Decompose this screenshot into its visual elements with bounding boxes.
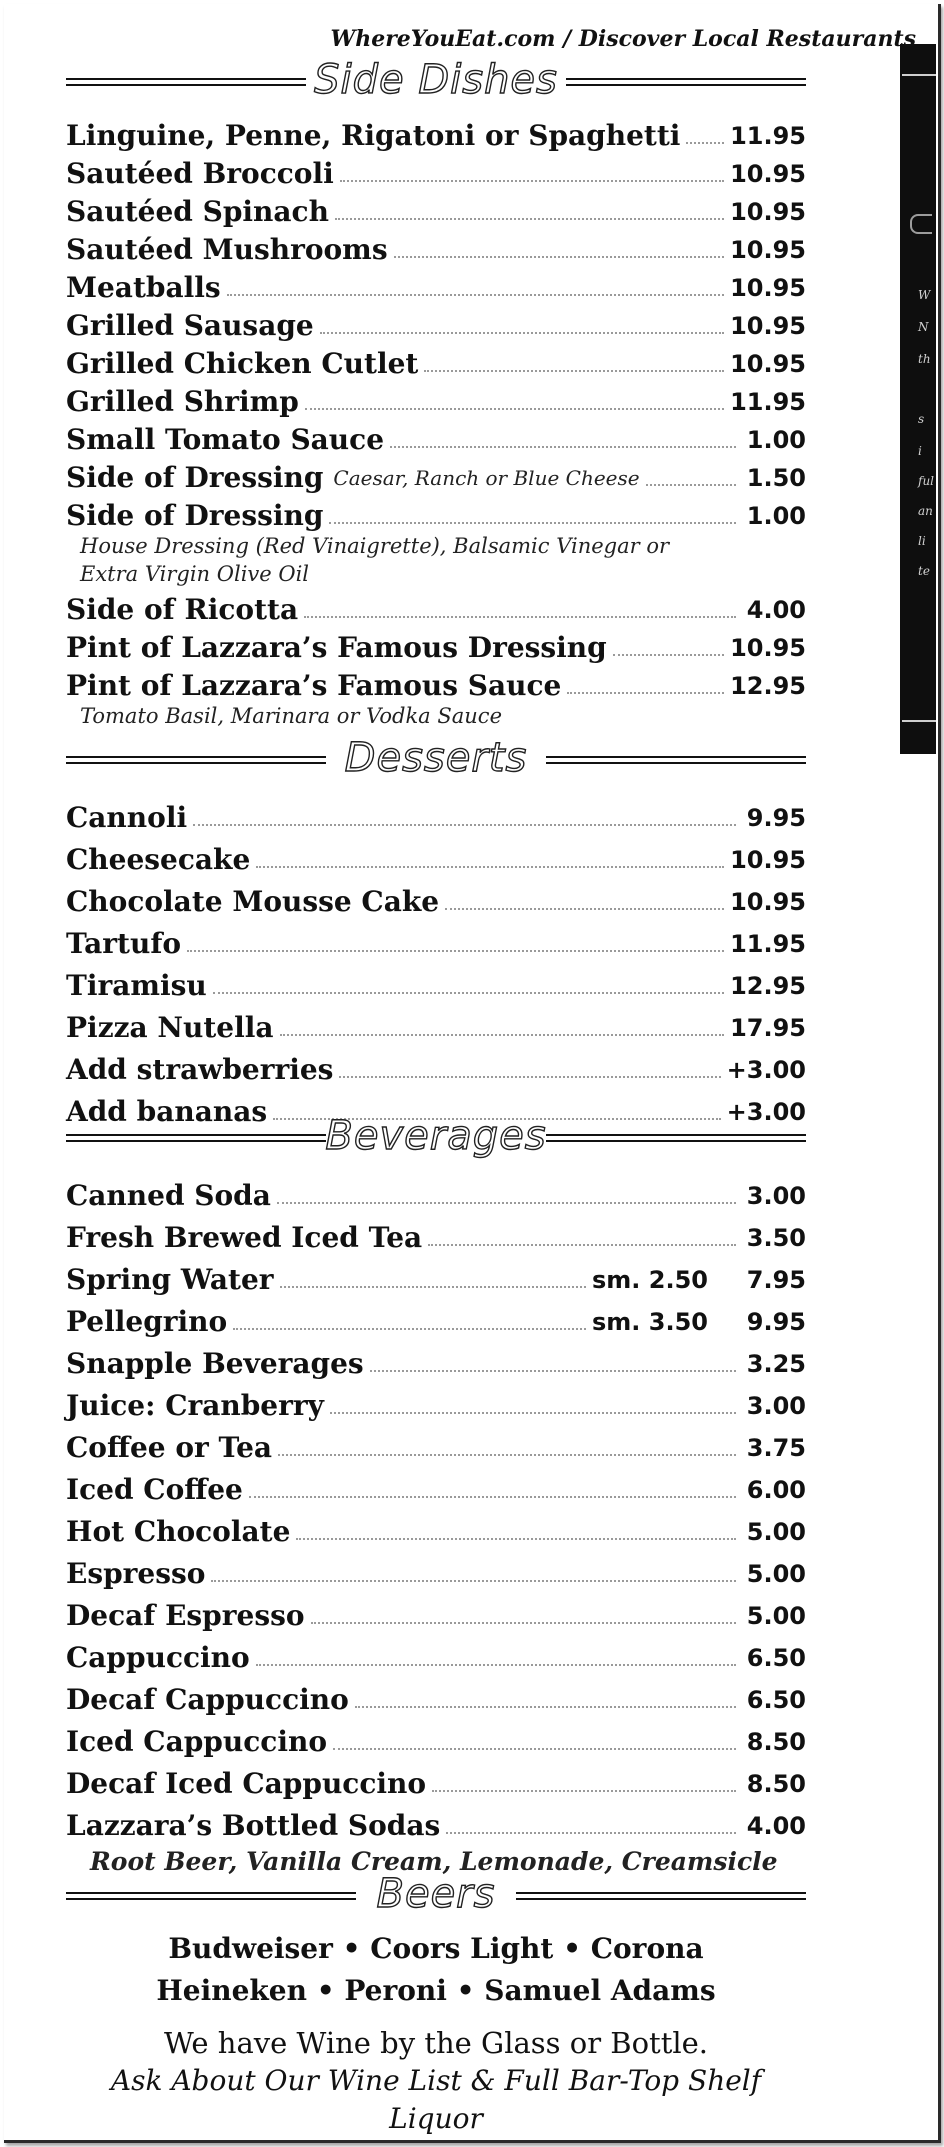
item-price: 11.95 — [730, 122, 806, 150]
item-name: Side of Dressing — [66, 461, 324, 494]
side-dishes-section — [66, 56, 806, 730]
dot-leader — [394, 256, 725, 258]
item-note: Root Beer, Vanilla Cream, Lemonade, Creamsicle — [90, 1847, 778, 1876]
dot-leader — [311, 1622, 736, 1624]
small-size-price: sm. 2.50 — [592, 1266, 708, 1294]
item-name: Coffee or Tea — [66, 1431, 273, 1464]
item-price: 11.95 — [730, 930, 806, 958]
dot-leader — [320, 332, 724, 334]
item-price: 10.95 — [730, 312, 806, 340]
menu-item — [66, 1506, 806, 1548]
item-name: Iced Coffee — [66, 1473, 243, 1506]
section-title: Beverages — [325, 1113, 547, 1159]
menu-item — [66, 1380, 806, 1422]
dot-leader — [686, 142, 724, 144]
dot-leader — [277, 1202, 736, 1204]
item-name: Tartufo — [66, 927, 182, 960]
adjacent-page-panel — [900, 44, 936, 754]
beverages-section — [66, 1112, 806, 1882]
item-price: 9.95 — [746, 1308, 806, 1336]
panel-text: N — [918, 320, 929, 334]
item-name: Grilled Sausage — [66, 309, 314, 342]
menu-item — [66, 834, 806, 876]
item-note: Extra Virgin Olive Oil — [80, 562, 310, 586]
menu-item — [66, 1044, 806, 1086]
item-name: Fresh Brewed Iced Tea — [66, 1221, 423, 1254]
item-price: 3.50 — [746, 1224, 806, 1252]
item-name: Cheesecake — [66, 843, 251, 876]
panel-text: an — [918, 504, 933, 518]
menu-item — [66, 960, 806, 1002]
menu-item — [66, 1590, 806, 1632]
section-header — [66, 1112, 806, 1170]
item-price: 10.95 — [730, 236, 806, 264]
item-price: 9.95 — [746, 804, 806, 832]
item-name: Decaf Espresso — [66, 1599, 305, 1632]
dot-leader — [340, 180, 724, 182]
item-name: Juice: Cranberry — [66, 1389, 324, 1422]
dot-leader — [424, 370, 724, 372]
menu-item — [66, 626, 806, 664]
menu-item — [66, 114, 806, 152]
item-options: Caesar, Ranch or Blue Cheese — [333, 466, 640, 490]
item-name: Pizza Nutella — [66, 1011, 274, 1044]
menu-item — [66, 1800, 806, 1842]
panel-text: ful — [918, 474, 935, 488]
dot-leader — [256, 866, 724, 868]
item-price: 10.95 — [730, 198, 806, 226]
item-price: 3.00 — [746, 1182, 806, 1210]
menu-item — [66, 588, 806, 626]
panel-rule — [902, 74, 936, 76]
item-price: 6.50 — [746, 1686, 806, 1714]
menu-item — [66, 1716, 806, 1758]
panel-text: i — [918, 444, 922, 458]
dot-leader — [339, 1076, 720, 1078]
menu-item — [66, 1296, 806, 1338]
desserts-section — [66, 734, 806, 1128]
item-price: 3.25 — [746, 1350, 806, 1378]
dot-leader — [390, 446, 736, 448]
item-price: +3.00 — [726, 1056, 806, 1084]
dot-leader — [213, 992, 724, 994]
dot-leader — [370, 1370, 736, 1372]
site-watermark: WhereYouEat.com / Discover Local Restaurants — [330, 26, 916, 52]
menu-item — [66, 1170, 806, 1212]
item-name: Espresso — [66, 1557, 206, 1590]
item-name: Sautéed Mushrooms — [66, 233, 388, 266]
wine-notice: We have Wine by the Glass or Bottle. — [163, 2026, 709, 2060]
menu-item — [66, 1548, 806, 1590]
item-price: 3.75 — [746, 1434, 806, 1462]
dot-leader — [446, 1832, 736, 1834]
menu-item — [66, 1632, 806, 1674]
menu-item — [66, 1254, 806, 1296]
dot-leader — [280, 1034, 725, 1036]
dot-leader — [335, 218, 724, 220]
small-size-price: sm. 3.50 — [592, 1308, 708, 1336]
panel-text: li — [918, 534, 926, 548]
item-name: Grilled Shrimp — [66, 385, 299, 418]
item-price: 7.95 — [746, 1266, 806, 1294]
item-name: Add bananas — [66, 1095, 268, 1128]
item-price: 6.50 — [746, 1644, 806, 1672]
beers-section — [66, 1870, 806, 2138]
item-name: Side of Ricotta — [66, 593, 299, 626]
item-name: Grilled Chicken Cutlet — [66, 347, 419, 380]
dot-leader — [305, 408, 724, 410]
item-name: Cappuccino — [66, 1641, 250, 1674]
section-header — [66, 734, 806, 792]
item-name: Decaf Iced Cappuccino — [66, 1767, 427, 1800]
dot-leader — [445, 908, 724, 910]
dot-leader — [187, 950, 724, 952]
item-name: Snapple Beverages — [66, 1347, 364, 1380]
menu-item — [66, 304, 806, 342]
item-price: 4.00 — [746, 1812, 806, 1840]
dot-leader — [646, 484, 736, 486]
item-name: Hot Chocolate — [66, 1515, 291, 1548]
item-name: Canned Soda — [66, 1179, 271, 1212]
menu-item — [66, 1758, 806, 1800]
panel-text: s — [918, 412, 925, 426]
panel-rule — [902, 720, 936, 722]
dot-leader — [278, 1454, 736, 1456]
dot-leader — [304, 616, 736, 618]
menu-item — [66, 1338, 806, 1380]
item-name: Pint of Lazzara’s Famous Sauce — [66, 669, 562, 702]
item-price: 1.00 — [746, 426, 806, 454]
dot-leader — [249, 1496, 736, 1498]
dot-leader — [613, 654, 724, 656]
panel-text: th — [918, 352, 931, 366]
dot-leader — [428, 1244, 736, 1246]
item-name: Tiramisu — [66, 969, 207, 1002]
menu-item — [66, 266, 806, 304]
item-price: 11.95 — [730, 388, 806, 416]
item-name: Small Tomato Sauce — [66, 423, 385, 456]
item-price: 10.95 — [730, 160, 806, 188]
item-price: 12.95 — [730, 672, 806, 700]
menu-item — [66, 876, 806, 918]
dot-leader — [256, 1664, 736, 1666]
item-name: Linguine, Penne, Rigatoni or Spaghetti — [66, 119, 681, 152]
cocktail-glass-icon — [910, 214, 932, 234]
section-header — [66, 56, 806, 114]
item-price: 1.50 — [746, 464, 806, 492]
section-title: Side Dishes — [314, 57, 558, 103]
panel-text: te — [918, 564, 930, 578]
menu-item — [66, 418, 806, 456]
item-name: Pellegrino — [66, 1305, 228, 1338]
item-price: 12.95 — [730, 972, 806, 1000]
item-name: Side of Dressing — [66, 499, 324, 532]
menu-item — [66, 190, 806, 228]
item-price: 3.00 — [746, 1392, 806, 1420]
dot-leader — [567, 692, 724, 694]
dot-leader — [280, 1286, 586, 1288]
dot-leader — [193, 824, 736, 826]
menu-item — [66, 456, 806, 494]
item-name: Sautéed Broccoli — [66, 157, 334, 190]
menu-item — [66, 228, 806, 266]
menu-item — [66, 1674, 806, 1716]
menu-item — [66, 1212, 806, 1254]
item-name: Cannoli — [66, 801, 188, 834]
item-price: +3.00 — [726, 1098, 806, 1126]
dot-leader — [227, 294, 724, 296]
item-name: Pint of Lazzara’s Famous Dressing — [66, 631, 607, 664]
item-name: Lazzara’s Bottled Sodas — [66, 1809, 441, 1842]
item-name: Spring Water — [66, 1263, 274, 1296]
section-title: Desserts — [344, 735, 528, 781]
item-price: 17.95 — [730, 1014, 806, 1042]
section-title: Beers — [376, 1871, 496, 1917]
dot-leader — [355, 1706, 736, 1708]
panel-text: W — [918, 288, 931, 302]
beer-list-line: Budweiser • Coors Light • Corona — [168, 1932, 704, 1965]
menu-item — [66, 380, 806, 418]
item-name: Chocolate Mousse Cake — [66, 885, 440, 918]
menu-item — [66, 1002, 806, 1044]
item-price: 10.95 — [730, 846, 806, 874]
menu-item — [66, 1464, 806, 1506]
item-note: Tomato Basil, Marinara or Vodka Sauce — [80, 704, 502, 728]
menu-item — [66, 664, 806, 702]
item-price: 5.00 — [746, 1518, 806, 1546]
menu-item — [66, 494, 806, 532]
dot-leader — [432, 1790, 736, 1792]
menu-item — [66, 1422, 806, 1464]
item-price: 1.00 — [746, 502, 806, 530]
item-name: Meatballs — [66, 271, 221, 304]
item-name: Decaf Cappuccino — [66, 1683, 349, 1716]
item-name: Iced Cappuccino — [66, 1725, 327, 1758]
beer-list-line: Heineken • Peroni • Samuel Adams — [156, 1974, 716, 2007]
dot-leader — [333, 1748, 736, 1750]
bar-notice: Ask About Our Wine List & Full Bar-Top Shelf Liquor — [110, 2064, 762, 2135]
menu-item — [66, 918, 806, 960]
item-price: 8.50 — [746, 1728, 806, 1756]
dot-leader — [296, 1538, 736, 1540]
dot-leader — [329, 522, 736, 524]
item-price: 6.00 — [746, 1476, 806, 1504]
dot-leader — [211, 1580, 736, 1582]
item-price: 10.95 — [730, 888, 806, 916]
item-price: 10.95 — [730, 274, 806, 302]
item-name: Sautéed Spinach — [66, 195, 329, 228]
menu-item — [66, 152, 806, 190]
item-price: 8.50 — [746, 1770, 806, 1798]
item-price: 5.00 — [746, 1560, 806, 1588]
item-name: Add strawberries — [66, 1053, 334, 1086]
item-price: 5.00 — [746, 1602, 806, 1630]
menu-item — [66, 342, 806, 380]
dot-leader — [330, 1412, 736, 1414]
item-price: 4.00 — [746, 596, 806, 624]
menu-item — [66, 792, 806, 834]
dot-leader — [233, 1328, 586, 1330]
item-note: House Dressing (Red Vinaigrette), Balsamic Vinegar or — [80, 534, 670, 558]
section-header — [66, 1870, 806, 1928]
item-price: 10.95 — [730, 350, 806, 378]
item-price: 10.95 — [730, 634, 806, 662]
